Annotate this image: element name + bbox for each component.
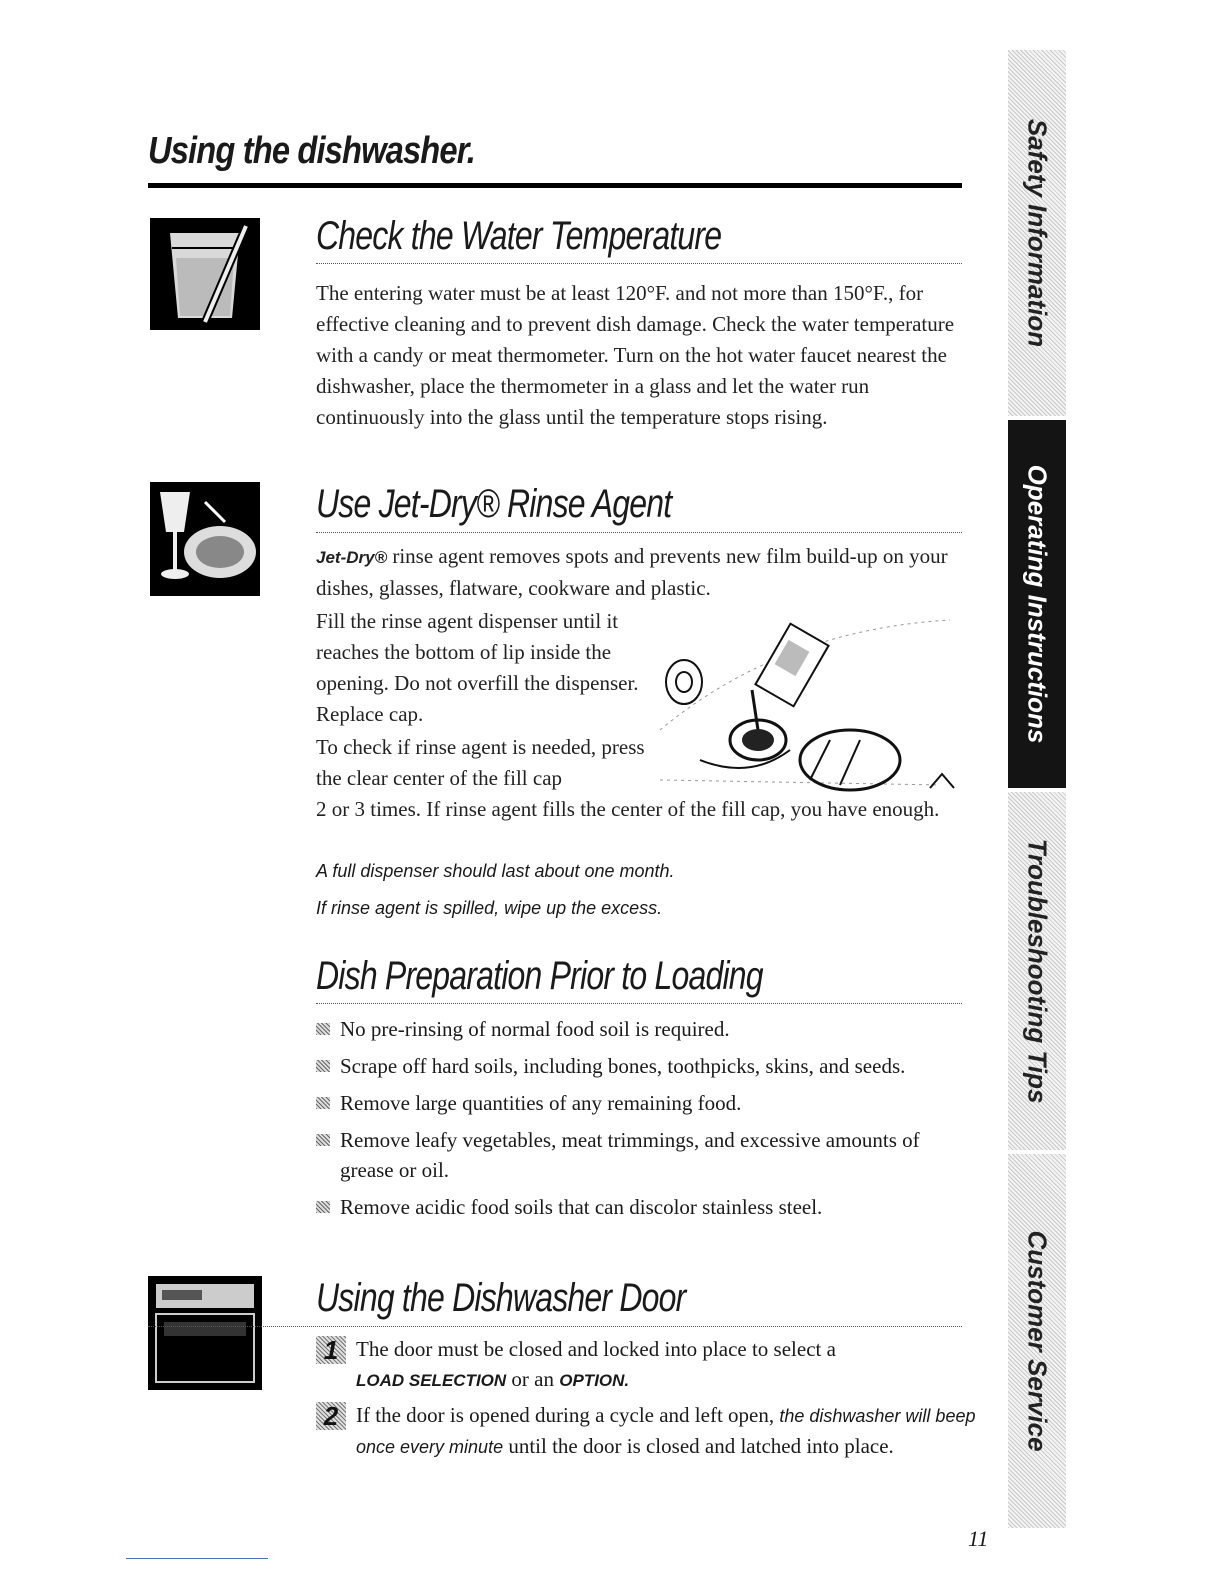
water-temp-title: Check the Water Temperature	[316, 214, 722, 258]
bullet-icon	[316, 1134, 330, 1146]
list-item: Remove acidic food soils that can discolor stainless steel.	[316, 1192, 966, 1222]
rinse-agent-intro	[316, 541, 966, 604]
bullet-icon	[316, 1201, 330, 1213]
dish-prep-rule	[316, 1003, 962, 1004]
list-item: No pre-rinsing of normal food soil is required.	[316, 1014, 966, 1044]
rinse-intro-text: rinse agent removes spots and prevents new film build-up on your dishes, glasses, flatware, cookware and plastic.	[316, 544, 948, 600]
list-item: Scrape off hard soils, including bones, toothpicks, skins, and seeds.	[316, 1051, 966, 1081]
bullet-icon	[316, 1097, 330, 1109]
rinse-agent-rule	[316, 532, 962, 533]
tab-safety-information[interactable]: Safety Information	[1008, 50, 1066, 416]
tab-troubleshooting-tips[interactable]: Troubleshooting Tips	[1008, 792, 1066, 1150]
dish-prep-title: Dish Preparation Prior to Loading	[316, 954, 763, 998]
list-item: Remove leafy vegetables, meat trimmings, and excessive amounts of grease or oil.	[316, 1125, 966, 1185]
rinse-agent-title: Use Jet-Dry® Rinse Agent	[316, 482, 672, 526]
page-number: 11	[968, 1526, 989, 1551]
footer-line	[126, 1558, 268, 1559]
rinse-fill-text: Fill the rinse agent dispenser until it reaches the bottom of lip inside the opening. Do not overfill the dispenser. Replace cap.	[316, 609, 639, 726]
jet-dry-brand: Jet-Dry®	[316, 548, 388, 567]
bullet-icon	[316, 1060, 330, 1072]
option-label: OPTION.	[559, 1371, 630, 1390]
water-temp-rule	[316, 263, 962, 264]
tab-customer-service[interactable]: Customer Service	[1008, 1154, 1066, 1528]
bullet-icon	[316, 1023, 330, 1035]
rinse-check-part1: To check if rinse agent is needed, press the clear center of the fill cap	[316, 735, 645, 790]
glass-thermometer-icon	[150, 218, 260, 330]
page-title: Using the dishwasher.	[148, 130, 475, 172]
step-number: 1	[316, 1336, 346, 1364]
rinse-check-part2: 2 or 3 times. If rinse agent fills the center of the fill cap, you have enough.	[316, 797, 940, 821]
step-number: 2	[316, 1402, 346, 1430]
tab-operating-instructions[interactable]: Operating Instructions	[1008, 420, 1066, 788]
rinse-note-1: A full dispenser should last about one month.	[316, 861, 675, 881]
water-temp-body: The entering water must be at least 120°F. and not more than 150°F., for effective cleaning and to prevent dish damage. Check the water temperature with a candy or meat thermometer. Turn on the hot water faucet nearest the dishwasher, place the thermometer in a glass and let the water run continuously into the glass until the temperature stops rising.	[316, 281, 955, 429]
wine-glass-plate-icon	[150, 482, 260, 596]
door-step-1: 1 The door must be closed and locked into place to select a LOAD SELECTION or an OPTION.	[316, 1334, 1006, 1396]
rinse-note-2: If rinse agent is spilled, wipe up the excess.	[316, 898, 663, 918]
door-step-2: 2 If the door is opened during a cycle and left open, the dishwasher will beep once every minute until the door is closed and latched into place.	[316, 1400, 1006, 1462]
rinse-dispenser-illustration	[640, 610, 960, 792]
title-rule	[148, 183, 962, 188]
dishwasher-door-icon	[148, 1276, 262, 1390]
door-rule	[148, 1326, 962, 1327]
list-item: Remove large quantities of any remaining food.	[316, 1088, 966, 1118]
beep-warning: the dishwasher will beep once every minute	[356, 1406, 976, 1457]
dish-prep-list	[316, 1014, 966, 1229]
load-selection-label: LOAD SELECTION	[356, 1371, 507, 1390]
door-title: Using the Dishwasher Door	[316, 1276, 686, 1320]
